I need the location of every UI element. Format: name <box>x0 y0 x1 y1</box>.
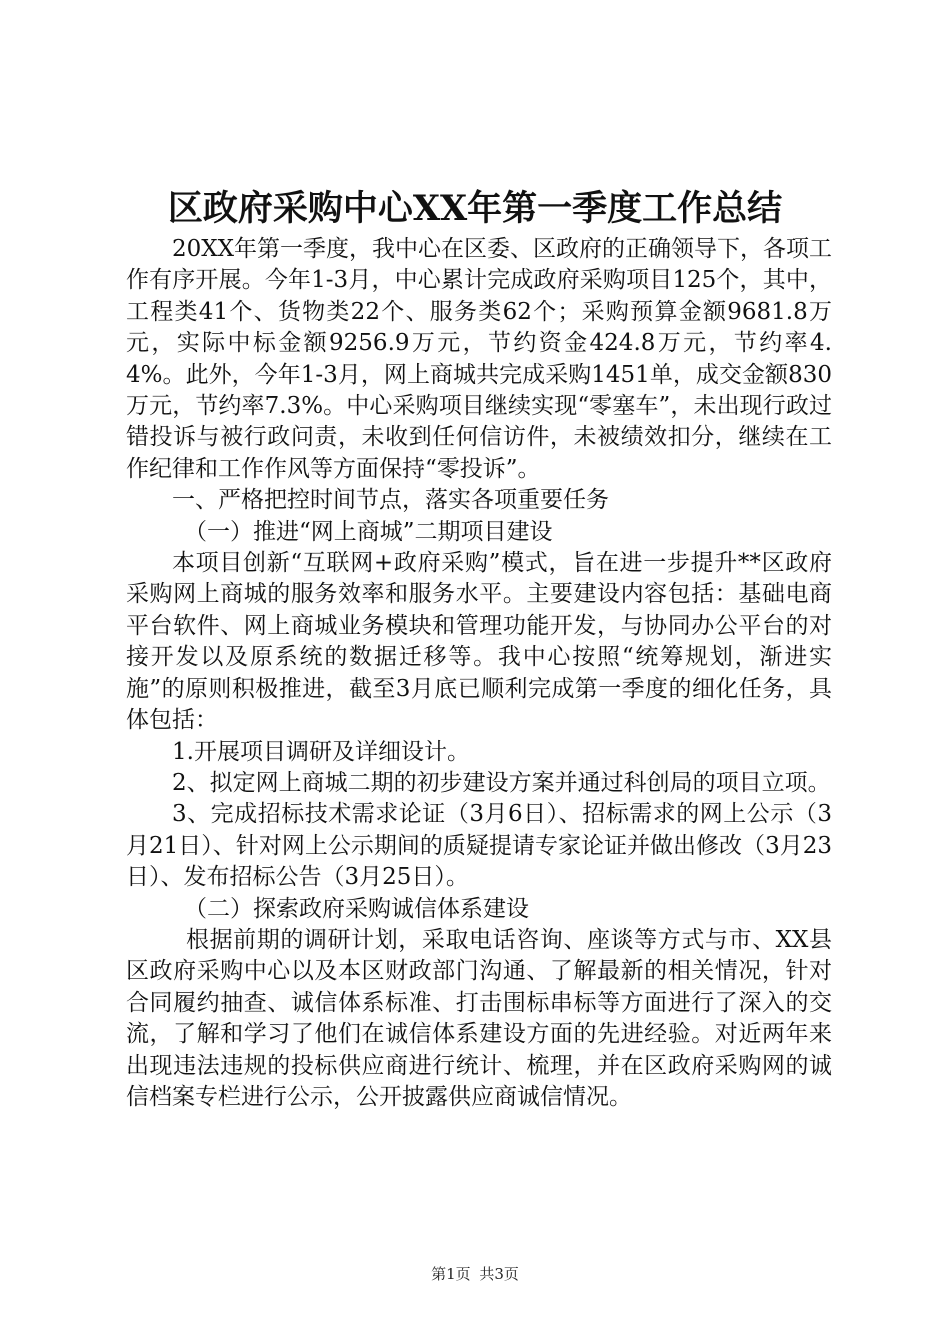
document-title: 区政府采购中心XX年第一季度工作总结 <box>167 188 783 229</box>
paragraph-mall-project: 本项目创新“互联网+政府采购”模式，旨在进一步提升**区政府采购网上商城的服务效率和服务水平。主要建设内容包括：基础电商平台软件、网上商城业务模块和管理功能开发，与协同办公平台的对接开发以及原系统的数据迁移等。我中心按照“统筹规划，渐进实施”的原则积极推进，截至3月底已顺利完成第一季度的细化任务，具体包括： <box>126 550 832 734</box>
paragraph-summary: 20XX年第一季度，我中心在区委、区政府的正确领导下，各项工作有序开展。今年1-3月，中心累计完成政府采购项目125个，其中，工程类41个、货物类22个、服务类62个；采购预算金额9681.8万元，实际中标金额9256.9万元，节约资金424.8万元，节约率4.4%。此外，今年1-3月，网上商城共完成采购1451单，成交金额830万元，节约率7.3%。中心采购项目继续实现“零塞车”，未出现行政过错投诉与被行政问责，未收到任何信访件，未被绩效扣分，继续在工作纪律和工作作风等方面保持“零投诉”。 <box>126 236 833 482</box>
list-item-2: 2、拟定网上商城二期的初步建设方案并通过科创局的项目立项。 <box>172 769 831 796</box>
document-body <box>126 234 832 1113</box>
subsection-heading-2: （二）探索政府采购诚信体系建设 <box>184 895 529 922</box>
page-number: 第1页 <box>431 1265 471 1283</box>
total-pages: 共3页 <box>479 1265 519 1283</box>
page-footer <box>0 1264 950 1284</box>
paragraph-credit-system: 根据前期的调研计划，采取电话咨询、座谈等方式与市、XX县区政府采购中心以及本区财政部门沟通、了解最新的相关情况，针对合同履约抽查、诚信体系标准、打击围标串标等方面进行了深入的交流，了解和学习了他们在诚信体系建设方面的先进经验。对近两年来出现违法违规的投标供应商进行统计、梳理，并在区政府采购网的诚信档案专栏进行公示，公开披露供应商诚信情况。 <box>126 926 832 1110</box>
list-item-3: 3、完成招标技术需求论证（3月6日）、招标需求的网上公示（3月21日）、针对网上公示期间的质疑提请专家论证并做出修改（3月23日）、发布招标公告（3月25日）。 <box>126 801 832 891</box>
subsection-heading-1: （一）推进“网上商城”二期项目建设 <box>184 518 553 545</box>
list-item-1: 1.开展项目调研及详细设计。 <box>172 738 470 765</box>
section-heading-1: 一、严格把控时间节点，落实各项重要任务 <box>172 487 609 514</box>
